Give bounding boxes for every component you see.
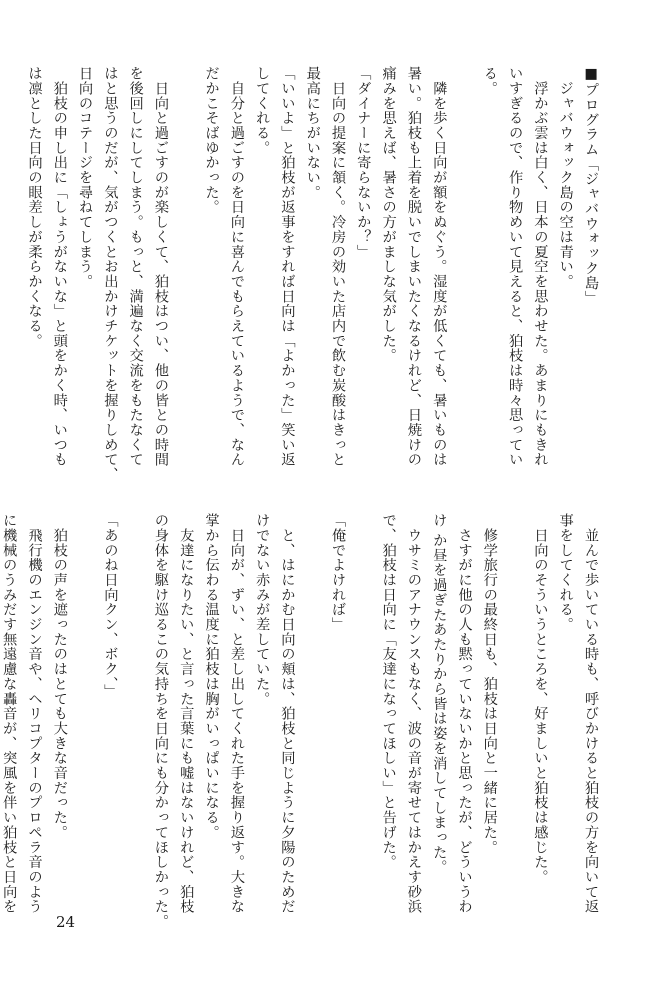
- lower-text-line: 友達になりたい、と言った言葉にも嘘はないけれど、狛枝: [178, 513, 195, 914]
- lower-text-line: 日向が、ずい、と差し出してくれた手を握り返す。大きな: [228, 513, 245, 914]
- lower-text-line: [72, 513, 97, 923]
- upper-text-line: 「ダイナーに寄らないか？」: [355, 66, 372, 260]
- upper-text-line: 狛枝の申し出に「しょうがないな」と頭をかく時、いつも: [51, 66, 68, 467]
- upper-text-line: は凛とした日向の眼差しが柔らかくなる。: [26, 66, 43, 349]
- lower-text-line: 狛枝の声を遮ったのはとても大きな音だった。: [51, 513, 68, 840]
- upper-text-line: 日向の提案に頷く。冷房の効いた店内で飲む炭酸はきっと: [330, 66, 347, 467]
- upper-text-line: ジャバウォック島の空は青い。: [557, 66, 574, 289]
- upper-text-line: ■プログラム「ジャバウォック島」: [583, 66, 599, 306]
- upper-text-line: 最高にちがいない。: [304, 66, 321, 200]
- lower-text-line: [122, 513, 147, 923]
- upper-text-line: 暑い。狛枝も上着を脱いでしまいたくなるけれど、日焼けの: [405, 66, 422, 467]
- upper-text-line: はと思うのだが、気がつくとお出かけチケットを握りしめて、: [102, 66, 119, 482]
- upper-text-line: 日向と過ごすのが楽しくて、狛枝はつい、他の皆との時間: [152, 66, 169, 467]
- lower-text-line: 並んで歩いている時も、呼びかけると狛枝の方を向いて返: [583, 513, 599, 914]
- lower-text-line: [502, 513, 527, 923]
- lower-text-line: 「あのね日向クン、ボク、」: [102, 513, 119, 699]
- lower-text-line: さすがに他の人も黙っていないかと思ったが、どういうわ: [456, 513, 473, 914]
- upper-text-line: を後回しにしてしまう。もっと、満遍なく交流をもたなくて: [127, 66, 144, 467]
- lower-text-line: 修学旅行の最終日も、狛枝は日向と一緒に居た。: [481, 513, 498, 855]
- upper-text-line: 隣を歩く日向が額をぬぐう。湿度が低くても、暑いものは: [431, 66, 448, 467]
- upper-text-block: [21, 66, 603, 482]
- upper-text-line: [451, 66, 476, 476]
- lower-text-line: 飛行機のエンジン音や、ヘリコプターのプロペラ音のよう: [26, 513, 43, 914]
- lower-text-line: 事をしてくれる。: [557, 513, 574, 632]
- upper-text-line: 「いいよ」と狛枝が返事をすれば日向は「よかった」笑い返: [279, 66, 296, 467]
- lower-text-line: 「俺でよければ」: [330, 513, 347, 632]
- upper-text-line: いすぎるので、作り物めいて見えると、狛枝は時々思ってい: [507, 66, 524, 467]
- upper-text-line: 痛みを思えば、暑さの方がましな気がした。: [380, 66, 397, 363]
- lower-text-line: 日向のそういうところを、好ましいと狛枝は感じた。: [532, 513, 549, 885]
- lower-text-line: と、はにかむ日向の頬は、狛枝と同じように夕陽のためだ: [279, 513, 296, 914]
- lower-text-line: [350, 513, 375, 923]
- lower-text-line: 掌から伝わる温度に狛枝は胸がいっぱいになる。: [203, 513, 220, 840]
- lower-text-line: け か昼を過ぎたあたりから皆は姿を消してしまった。: [431, 513, 448, 875]
- lower-text-block: [0, 513, 603, 929]
- upper-text-line: [173, 66, 198, 476]
- page-number: 24: [56, 913, 76, 931]
- lower-text-line: けでない赤みが差していた。: [254, 513, 271, 707]
- lower-text-line: に機械のうみだす無遠慮な轟音が、突風を伴い狛枝と日向を: [1, 513, 18, 914]
- upper-text-line: してくれる。: [254, 66, 271, 156]
- upper-text-line: だかこそばゆかった。: [203, 66, 220, 215]
- lower-text-line: ウサミのアナウンスもなく、波の音が寄せてはかえす砂浜: [405, 513, 422, 914]
- upper-text-line: 自分と過ごすのを日向に喜んでもらえているようで、なん: [228, 66, 245, 467]
- lower-text-line: [299, 513, 324, 923]
- upper-text-line: る。: [481, 66, 498, 96]
- lower-text-line: で、狛枝は日向に「友達になってほしい」と告げた。: [380, 513, 397, 870]
- upper-text-line: 日向のコテージを尋ねてしまう。: [77, 66, 94, 289]
- lower-text-line: の身体を駆け巡るこの気持ちを日向にも分かってほしかった。: [152, 513, 169, 929]
- upper-text-line: 浮かぶ雲は白く、日本の夏空を思わせた。あまりにもきれ: [532, 66, 549, 467]
